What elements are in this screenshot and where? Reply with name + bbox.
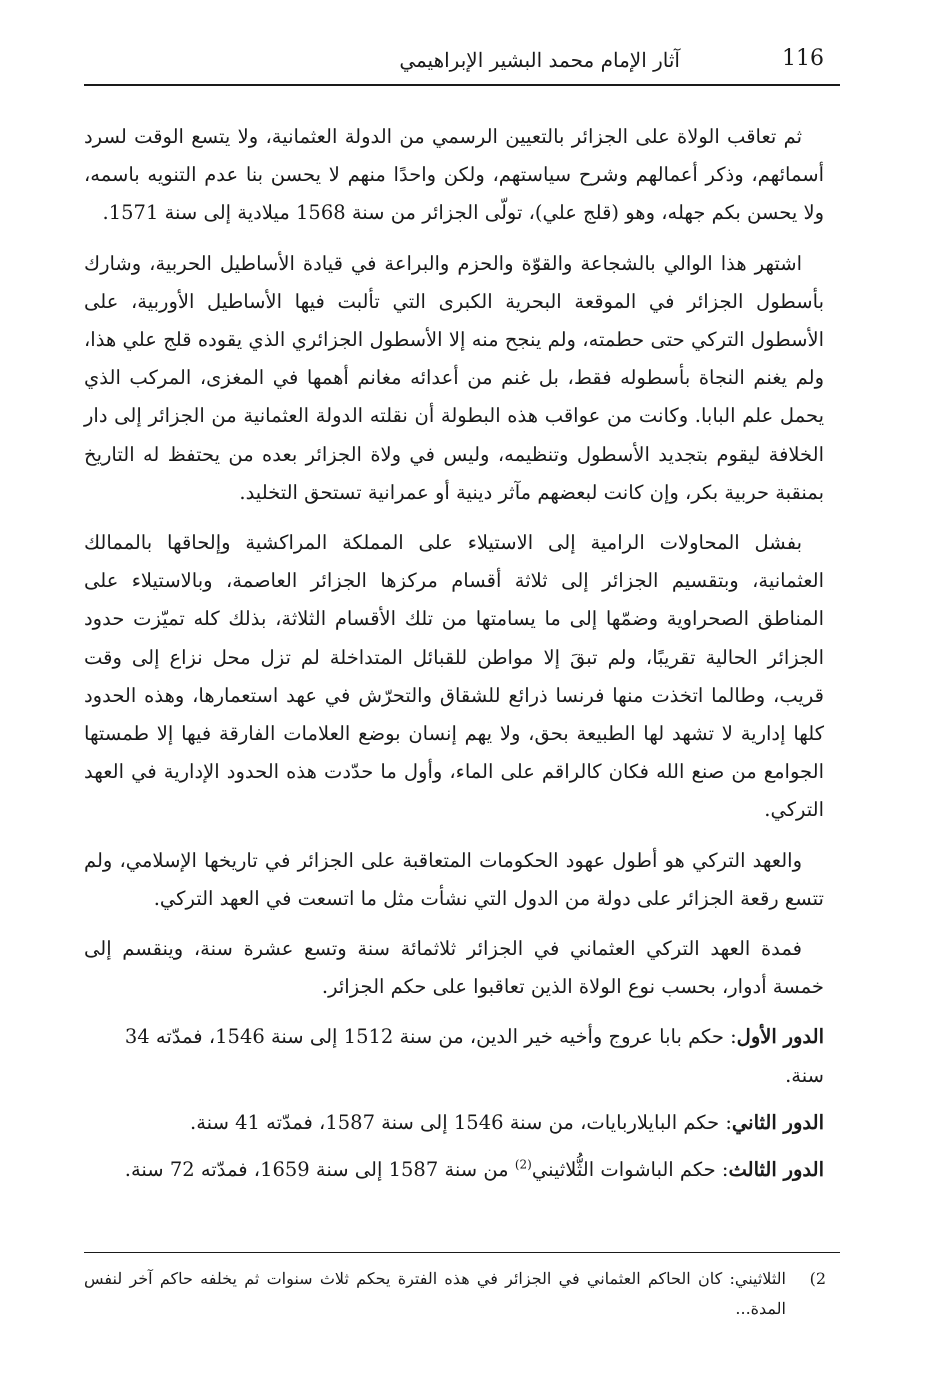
era-2-label: الدور الثاني: [731, 1110, 824, 1134]
era-3-text-after: من سنة 1587 إلى سنة 1659، فمدّته 72 سنة.: [124, 1158, 515, 1182]
footnote-divider: [84, 1252, 840, 1253]
era-2-text: : حكم البايلاربايات، من سنة 1546 إلى سنة 1587، فمدّته 41 سنة.: [190, 1110, 732, 1134]
era-1-text: : حكم بابا عروج وأخيه خير الدين، من سنة 1512 إلى سنة 1546، فمدّته 34 سنة.: [124, 1025, 824, 1087]
book-page: [84, 40, 840, 1360]
footnote-reference[interactable]: (2): [514, 1157, 532, 1172]
paragraph-3: بفشل المحاولات الرامية إلى الاستيلاء على المملكة المراكشية وإلحاقها بالممالك العثمانية، وبتقسيم الجزائر إلى ثلاثة أقسام مركزها الجزائر العاصمة، وبالاستيلاء على المناطق الصحراوية وضمّها إلى ما يسامتها من تلك الأقسام الثلاثة، بذلك كله تميّزت حدود الجزائر الحالية تقريبًا، ولم تبقَ إلا مواطن للقبائل المتداخلة لم تزل محل نزاع إلى وقت قريب، وطالما اتخذت منها فرنسا ذرائع للشقاق والتحرّش في عهد استعمارها، وهذه الحدود كلها إدارية لا تشهد لها الطبيعة بحق، ولا يهم إنسان بوضع العلامات الفارقة فيها إلا طمستها الجوامع من صنع الله فكان كالراقم على الماء، وأول ما حدّدت هذه الحدود الإدارية في العهد التركي.: [84, 531, 824, 822]
footnote-text: الثلاثيني: كان الحاكم العثماني في الجزائر في هذه الفترة يحكم ثلاث سنوات ثم يخلفه حاكم آخر لنفس المدة...: [84, 1269, 786, 1318]
running-header: [84, 40, 840, 86]
page-number: 116: [782, 46, 824, 71]
era-3: [84, 1151, 824, 1189]
book-title: آثار الإمام محمد البشير الإبراهيمي: [399, 48, 680, 72]
header-divider: [84, 84, 840, 86]
paragraph-4: والعهد التركي هو أطول عهود الحكومات المتعاقبة على الجزائر في تاريخها الإسلامي، ولم تتسع رقعة الجزائر على دولة من الدول التي نشأت مثل ما اتسعت في العهد التركي.: [84, 848, 824, 910]
paragraph-1: ثم تعاقب الولاة على الجزائر بالتعيين الرسمي من الدولة العثمانية، ولا يتسع الوقت لسرد أسمائهم، وذكر أعمالهم وشرح سياستهم، ولكن واحدًا منهم لا يحسن بنا عدم التنويه باسمه، ولا يحسن بكم جهله، وهو (قلج علي)، تولّى الجزائر من سنة 1568 ميلادية إلى سنة 1571.: [84, 125, 824, 225]
paragraph-2: اشتهر هذا الوالي بالشجاعة والقوّة والحزم والبراعة في قيادة الأساطيل الحربية، وشارك بأسطول الجزائر في الموقعة البحرية الكبرى التي تألبت فيها الأساطيل الأوربية، على الأسطول التركي حتى حطمته، ولم ينجح منه إلا الأسطول الجزائري الذي يقوده قلج علي هذا، ولم يغنم النجاة بأسطوله فقط، بل غنم من أعدائه مغانم أهمها في المغزى، المركب الذي يحمل علم البابا. وكانت من عواقب هذه البطولة أن نقلته الدولة العثمانية من الجزائر إلى دار الخلافة ليقوم بتجديد الأسطول وتنظيمه، وليس في ولاة الجزائر بعده من يحتفظ له التاريخ بمنقبة حربية بكر، وإن كانت لبعضهم مآثر دينية أو عمرانية تستحق التخليد.: [84, 251, 824, 504]
era-2: [84, 1104, 824, 1142]
era-1: [84, 1018, 824, 1094]
paragraph-5: فمدة العهد التركي العثماني في الجزائر ثلاثمائة سنة وتسع عشرة سنة، وينقسم إلى خمسة أدوار، بحسب نوع الولاة الذين تعاقبوا على حكم الجزائر.: [84, 937, 824, 999]
main-text: [84, 118, 824, 1198]
era-3-label: الدور الثالث: [728, 1158, 824, 1182]
footnote-number: 2): [809, 1269, 826, 1288]
era-1-label: الدور الأول: [736, 1025, 824, 1049]
footnote: [84, 1264, 824, 1324]
era-3-text-before: : حكم الباشوات الثُّلاثيني: [531, 1158, 729, 1182]
